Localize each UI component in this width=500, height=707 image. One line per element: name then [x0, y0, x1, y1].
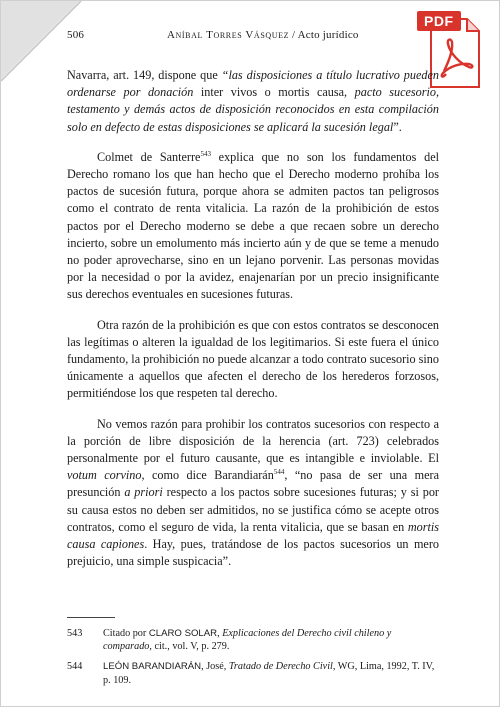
paragraph-3: Otra razón de la prohibición es que con estos contratos se desconocen las legítimas o alteren la igualdad de los legitimarios. Si este fuera el único fundamento, la prohibición no puede alcanzar a todo contrato sucesorio sino únicamente a aquellos que afecten el derecho de los herederos forzosos, permitiéndose los que respeten tal derecho. [67, 317, 439, 401]
footnote-author: LEÓN BARANDIARÁN [103, 661, 202, 673]
footnote-ref-544[interactable]: 544 [273, 468, 285, 477]
p1-quote-a: “las disposiciones a título lucrativo pueden ordenarse por donación [67, 68, 440, 100]
p2-text-b: explica que no son los fundamentos del Derecho romano los que han hecho que el Derecho moderno prohíba los pactos de sucesión futura, porque ahora se admiten pactos tan peligrosos como el contrato de renta vitalicia. La razón de la prohibición de estos pactos por el Derecho moderno se debe a que recaen sobre un derecho incierto, sobre un emolumento más incierto aún y de que se teme a menudo no poder aprovecharse, sino en un lejano porvenir. Las personas movidas por la necesidad o por la avidez, enajenarían por un precio insignificante sus derechos eventuales en sucesiones futuras. [67, 149, 439, 302]
footnote-work-title: Tratado de Derecho Civil [228, 661, 333, 673]
p4-italic-b: a priori [124, 485, 163, 500]
footnote-543 [67, 627, 439, 653]
p1-text-b: inter vivos o mortis causa, [193, 85, 355, 100]
p1-text-c: ”. [393, 119, 402, 134]
header-author: Aníbal Torres Vásquez [167, 29, 290, 41]
pdf-label: PDF [417, 11, 461, 31]
footnote-544 [67, 660, 439, 686]
p4-italic-c: mortis causa capiones [67, 519, 439, 552]
p4-text-c: , “no pasa de ser una mera presunción [67, 468, 439, 500]
p4-text-d: respecto a los pactos sobre sucesiones futuras; y si por su causa estos no deben ser admitidos, no se justifica cómo se acepte otros contratos, como el seguro de vida, la renta vitalicia, que se basan en [67, 485, 439, 534]
footnote-work-title: Explicaciones del Derecho civil chileno y comparado [103, 628, 392, 653]
header-book-title: Acto jurídico [297, 29, 359, 41]
footnote-rule [67, 617, 115, 618]
footnote-ref-543[interactable]: 543 [200, 149, 211, 158]
footnote-text: , José, [201, 661, 229, 673]
p1-text-a: Navarra, art. 149, dispone que [67, 68, 222, 82]
p4-text-b: , como dice Barandiarán [141, 468, 274, 483]
p4-text-a: No vemos razón para prohibir los contratos sucesorios con respecto a la porción de libre disposición de la herencia (art. 723) celebrados personalmente por el futuro causante, que es intangible e inviolable. El [67, 416, 439, 466]
header-separator: / [289, 29, 298, 41]
p1-quote-b: pacto sucesorio, testamento y demás actos de disposición reconocidos en esta compilación solo en defecto de estas disposiciones se aplicará la sucesión legal [67, 85, 439, 134]
footnote-text: , [217, 628, 223, 639]
footnote-text: , cit., vol. V, p. 279. [149, 641, 230, 653]
body-text [67, 67, 439, 583]
p4-text-e: . Hay, pues, tratándose de los pactos sucesorios un mero prejuicio, una simple suspicacia”. [67, 537, 439, 569]
footnotes [67, 627, 439, 694]
paragraph-4 [67, 416, 439, 571]
footnote-text: Citado por [103, 628, 149, 639]
footnote-number: 543 [67, 628, 83, 639]
p4-italic-a: votum corvino [67, 468, 142, 483]
running-title [167, 29, 359, 41]
p2-text-a: Colmet de Santerre [97, 149, 201, 164]
footnote-text: , WG, Lima, 1992, T. IV, p. 109. [103, 661, 435, 686]
paragraph-2 [67, 149, 439, 304]
footnote-number: 544 [67, 661, 83, 673]
footnote-author: CLARO SOLAR [148, 628, 218, 639]
page-number: 506 [67, 29, 85, 41]
paragraph-1 [67, 67, 439, 136]
